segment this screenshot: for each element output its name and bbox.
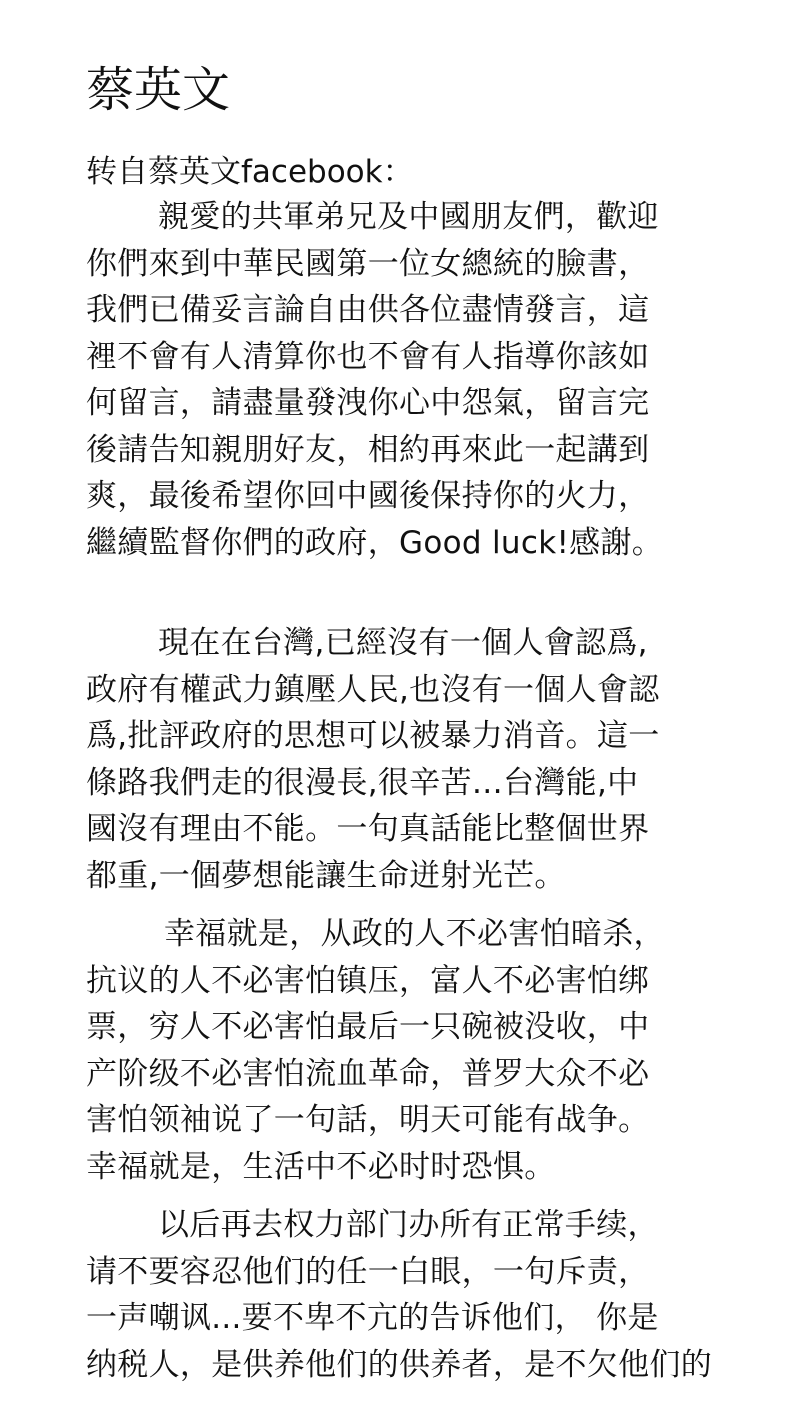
paragraph-line: 抗议的人不必害怕镇压，富人不必害怕绑: [86, 962, 650, 999]
paragraph-2: [86, 620, 734, 899]
paragraph-line: 票，穷人不必害怕最后一只碗被没收，中: [86, 1009, 650, 1045]
paragraph-line: 请不要容忍他们的任一白眼，一句斥责，: [86, 1253, 650, 1290]
paragraph-line: 條路我們走的很漫長,很辛苦…台灣能,中: [86, 764, 639, 801]
paragraph-3: [86, 911, 734, 1190]
paragraph-1: [86, 194, 734, 566]
paragraph-line: 产阶级不必害怕流血革命，普罗大众不必: [86, 1055, 650, 1092]
paragraph-line: 一声嘲讽...要不卑不亢的告诉他们， 你是: [86, 1300, 659, 1336]
paragraph-line: 爽，最後希望你回中國後保持你的火力，: [86, 478, 650, 514]
paragraph-line: 幸福就是，生活中不必时时恐惧。: [86, 1148, 556, 1185]
paragraph-line: 害怕领袖说了一句話，明天可能有战争。: [86, 1102, 650, 1138]
paragraph-line: 親愛的共軍弟兄及中國朋友們，歡迎: [158, 199, 659, 235]
paragraph-line: 以后再去权力部门办所有正常手续，: [158, 1207, 659, 1243]
paragraph-line: 繼續監督你們的政府，Good luck!感謝。: [86, 524, 664, 561]
paragraph-line: 後請告知親朋好友，相約再來此一起講到: [86, 431, 650, 468]
source-line: 转自蔡英文facebook：: [86, 154, 414, 190]
paragraph-line: 現在在台灣,已經沒有一個人會認爲,: [158, 625, 648, 661]
paragraph-line: 都重,一個夢想能讓生命迸射光芒。: [86, 857, 566, 894]
paragraph-line: 爲,批評政府的思想可以被暴力消音。這一: [86, 718, 660, 754]
article-title: 蔡英文: [86, 62, 231, 118]
paragraph-spacer: [86, 899, 734, 911]
paragraph-line: 政府有權武力鎮壓人民,也沒有一個人會認: [86, 671, 660, 708]
paragraph-line: 你們來到中華民國第一位女總統的臉書，: [86, 245, 650, 282]
paragraph-spacer: [86, 1190, 734, 1202]
paragraph-4: [86, 1202, 734, 1388]
paragraph-line: 裡不會有人清算你也不會有人指導你該如: [86, 338, 650, 375]
paragraph-line: 纳税人，是供养他们的供养者，是不欠他们的: [86, 1346, 712, 1383]
paragraph-line: 國沒有理由不能。一句真話能比整個世界: [86, 811, 650, 847]
paragraph-line: 我們已備妥言論自由供各位盡情發言，這: [86, 292, 650, 328]
paragraph-spacer: [86, 566, 734, 620]
paragraph-line: 幸福就是，从政的人不必害怕暗杀，: [164, 916, 665, 952]
paragraph-line: 何留言，請盡量發洩你心中怨氣，留言完: [86, 385, 650, 421]
article: [86, 54, 734, 1388]
